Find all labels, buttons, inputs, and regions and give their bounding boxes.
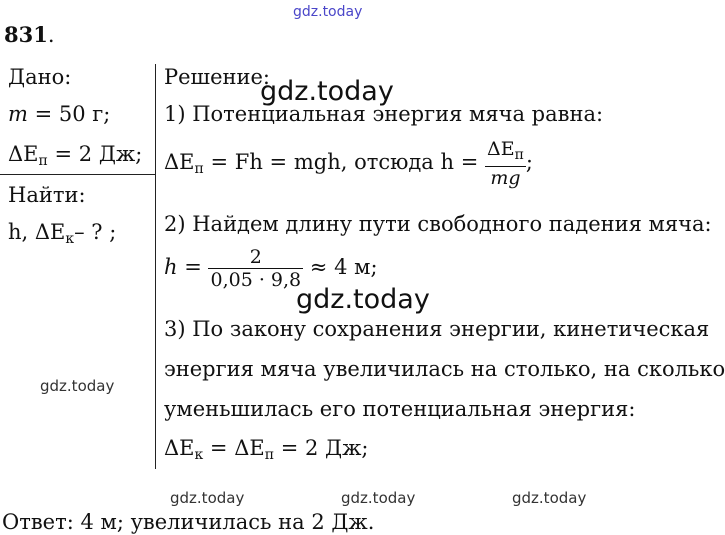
solution-step-1: 1) Потенциальная энергия мяча равна: <box>164 102 604 126</box>
watermark-top: gdz.today <box>293 4 363 20</box>
solution-step-3-line-1: 3) По закону сохранения энергии, кинетическая <box>164 317 710 341</box>
formula-3: $\Delta E_к = \Delta E_п = 2$ Дж; <box>164 436 369 463</box>
solution-title: Решение: <box>164 65 271 89</box>
watermark-large-1: gdz.today <box>260 76 394 107</box>
divider-given-find <box>0 174 155 175</box>
solution-step-2: 2) Найдем длину пути свободного падения мяча: <box>164 212 712 236</box>
given-energy: $\Delta E_п = 2$ Дж; <box>8 142 143 169</box>
problem-number: 831. <box>4 22 55 47</box>
given-mass: m = 50 г; <box>8 102 111 126</box>
watermark-large-2: gdz.today <box>296 284 430 315</box>
find-values: h, $\Delta E_к-$ ? ; <box>8 220 117 247</box>
formula-1: $\Delta E_п = Fh$ = mgh, отсюда h = $\frac{\Delta E_п}{mg}$ ; <box>164 138 533 189</box>
watermark-bottom-2: gdz.today <box>341 489 416 507</box>
given-title: Дано: <box>8 65 72 89</box>
find-title: Найти: <box>8 183 86 207</box>
watermark-bottom-3: gdz.today <box>512 489 587 507</box>
solution-step-3-line-3: уменьшилась его потенциальная энергия: <box>164 397 636 421</box>
watermark-bottom-1: gdz.today <box>170 489 245 507</box>
divider-vertical <box>155 64 156 469</box>
solution-step-3-line-2: энергия мяча увеличилась на столько, на сколько <box>164 357 725 381</box>
formula-2: h = $\frac{2}{0,05 \cdot 9,8}$ ≈ 4 м; <box>164 246 378 291</box>
answer: Ответ: 4 м; увеличилась на 2 Дж. <box>2 510 375 534</box>
watermark-small-left: gdz.today <box>40 377 115 395</box>
